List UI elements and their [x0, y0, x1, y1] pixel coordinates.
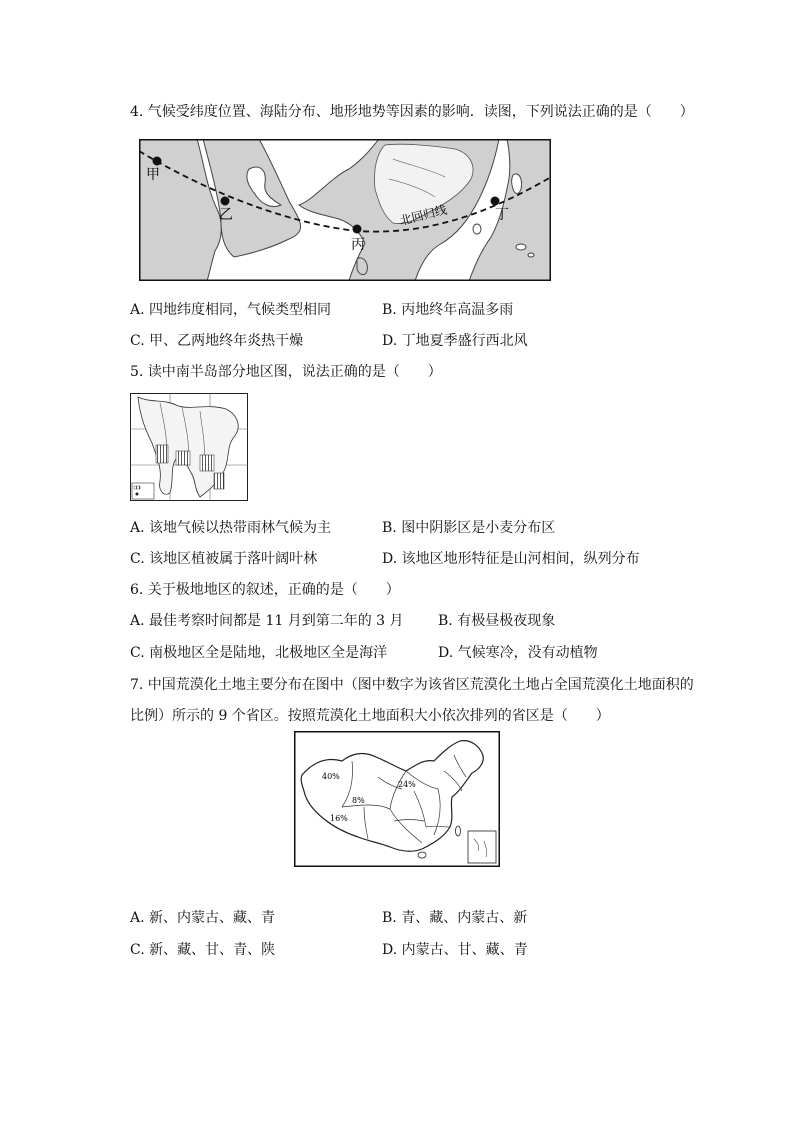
china-map-svg [294, 731, 500, 867]
point-jia [153, 157, 162, 166]
question-6-stem: 6. 关于极地地区的叙述，正确的是（ ） [130, 582, 400, 598]
q5-option-b[interactable]: B. 图中阴影区是小麦分布区 [382, 520, 556, 536]
question-5-stem: 5. 读中南半岛部分地区图，说法正确的是（ ） [130, 364, 442, 380]
point-yi [221, 197, 230, 206]
q7-option-c[interactable]: C. 新、藏、甘、青、陕 [130, 942, 276, 958]
question-5-map [130, 393, 248, 505]
point-ding [491, 197, 500, 206]
q6-option-a[interactable]: A. 最佳考察时间都是 11 月到第二年的 3 月 [130, 613, 404, 629]
q7-option-d[interactable]: D. 内蒙古、甘、藏、青 [382, 942, 528, 958]
label-xinjiang: 40% [322, 772, 340, 781]
q6-option-b[interactable]: B. 有极昼极夜现象 [438, 613, 556, 629]
question-7-stem: 7. 中国荒漠化土地主要分布在图中（图中数字为该省区荒漠化土地占全国荒漠化土地面积的比例）所示的 9 个省区。按照荒漠化土地面积大小依次排列的省区是（ ） [130, 677, 694, 724]
tropic-map-svg [139, 139, 551, 281]
q5-option-a[interactable]: A. 该地气候以热带雨林气候为主 [130, 520, 332, 536]
point-bing [353, 225, 362, 234]
label-jia: 甲 [146, 167, 160, 183]
question-7-map [294, 731, 500, 871]
q4-option-b[interactable]: B. 丙地终年高温多雨 [382, 302, 514, 318]
label-tropic: 北回归线 [398, 202, 449, 228]
q7-option-b[interactable]: B. 青、藏、内蒙古、新 [382, 910, 528, 926]
q5-option-d[interactable]: D. 该地区地形特征是山河相间，纵列分布 [382, 551, 640, 567]
q4-option-c[interactable]: C. 甲、乙两地终年炎热干燥 [130, 333, 304, 349]
q4-option-d[interactable]: D. 丁地夏季盛行西北风 [382, 333, 528, 349]
label-neimenggu: 24% [398, 780, 416, 789]
q7-option-a[interactable]: A. 新、内蒙古、藏、青 [130, 910, 276, 926]
indochina-map-svg [130, 393, 248, 501]
label-qinghai: 8% [352, 796, 365, 805]
q6-option-d[interactable]: D. 气候寒冷，没有动植物 [438, 645, 598, 661]
label-xizang: 16% [330, 814, 348, 823]
q4-option-a[interactable]: A. 四地纬度相同，气候类型相同 [130, 302, 332, 318]
label-ding: 丁 [495, 207, 509, 223]
label-yi: 乙 [219, 207, 233, 223]
q5-option-c[interactable]: C. 该地区植被属于落叶阔叶林 [130, 551, 318, 567]
question-4-map [139, 139, 551, 285]
q6-option-c[interactable]: C. 南极地区全是陆地，北极地区全是海洋 [130, 645, 388, 661]
label-bing: 丙 [351, 237, 365, 253]
question-4-stem: 4. 气候受纬度位置、海陆分布、地形地势等因素的影响．读图，下列说法正确的是（ ） [130, 104, 694, 120]
